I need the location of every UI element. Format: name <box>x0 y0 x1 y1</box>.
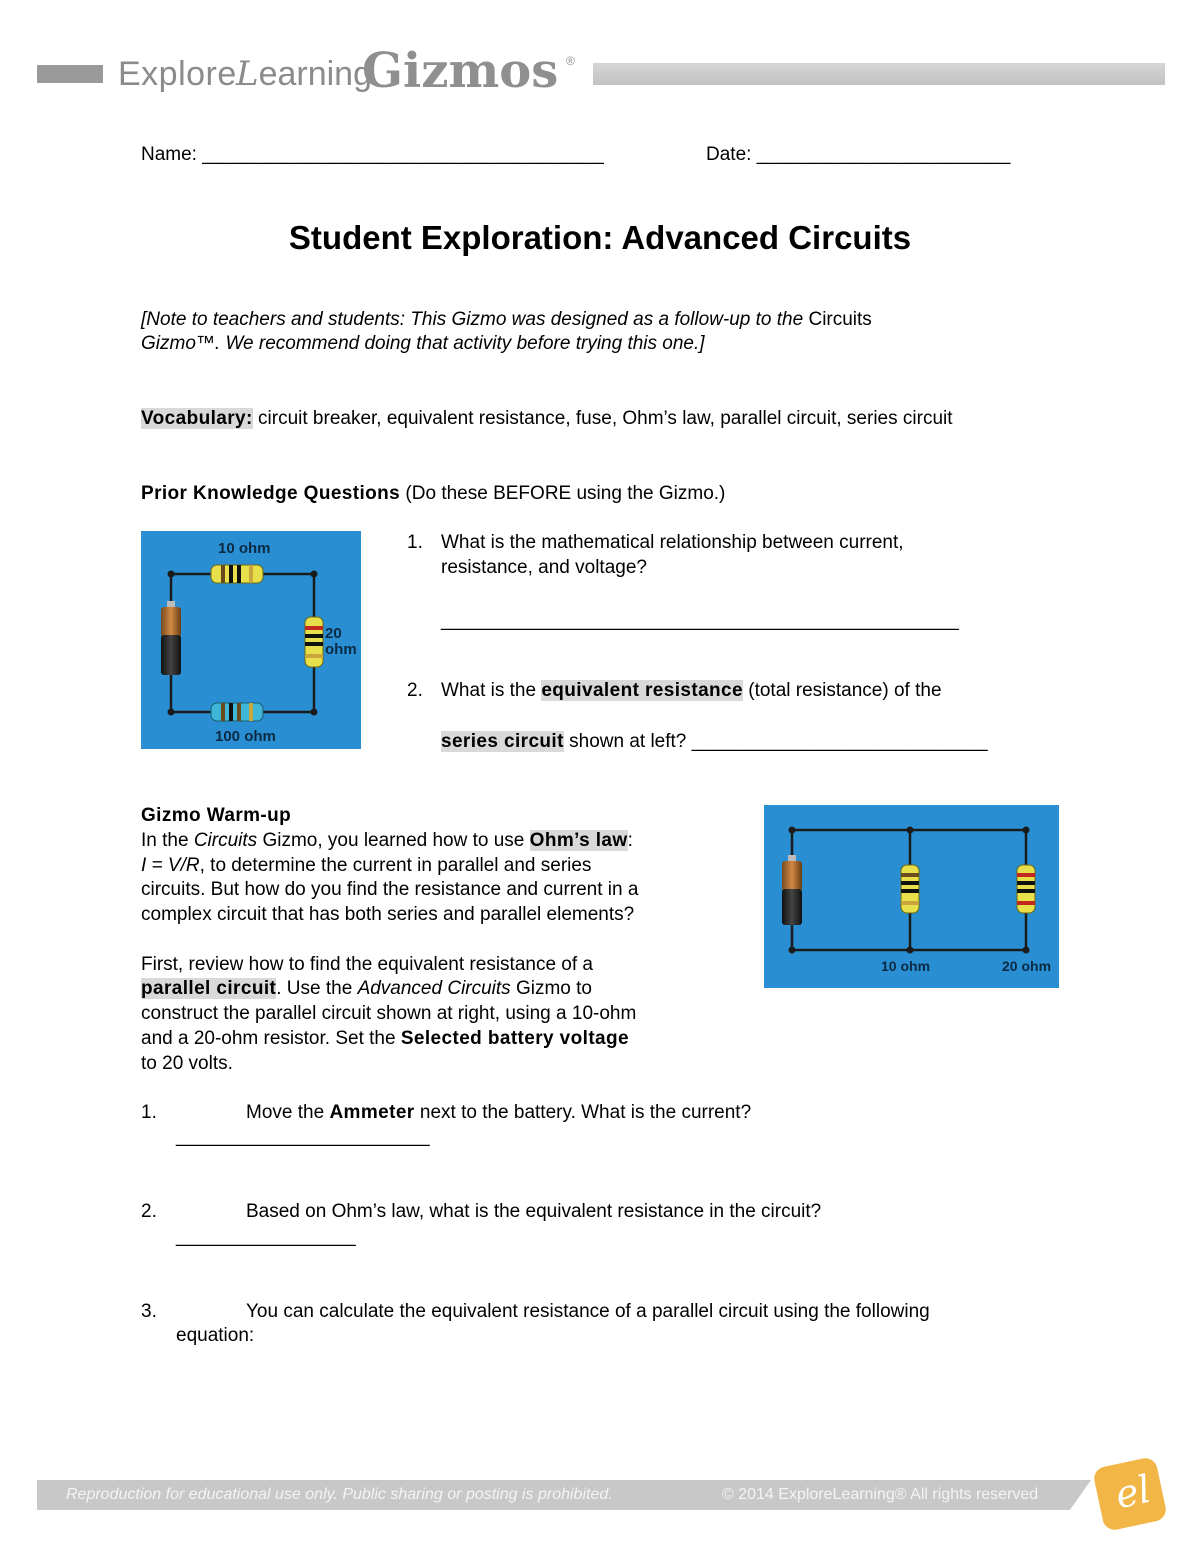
badge-text: el <box>1111 1466 1155 1518</box>
prior-knowledge-heading <box>141 481 725 506</box>
warmup-p1-circuits: Circuits <box>193 830 258 851</box>
warmup-p2-line-3: construct the parallel circuit shown at right, using a 10-ohm <box>141 1003 637 1024</box>
resistor-100-ohm-icon <box>211 703 263 721</box>
term-selected-battery-voltage: Selected battery voltage <box>400 1028 629 1049</box>
date-label: Date: <box>706 144 752 165</box>
page-title: Student Exploration: Advanced Circuits <box>288 219 912 256</box>
warmup-q1-a: Move the <box>246 1102 330 1123</box>
warmup-q1-text <box>246 1100 751 1125</box>
note-line-2: Gizmo™. We recommend doing that activity before trying this one.] <box>141 333 705 354</box>
label-20: 20 <box>325 625 342 642</box>
label-100-ohm: 100 ohm <box>215 728 276 745</box>
warmup-p1-line-4: complex circuit that has both series and parallel elements? <box>141 904 635 925</box>
warmup-p1-line-2 <box>141 853 591 878</box>
battery-icon <box>161 601 181 675</box>
prior-q2-pre: What is the <box>441 680 542 701</box>
warmup-q1-number: 1. <box>141 1102 157 1123</box>
prior-q2-line-1 <box>441 678 942 703</box>
battery-icon <box>782 855 802 925</box>
vocabulary-line <box>141 406 953 431</box>
warmup-p1-line-3: circuits. But how do you find the resistance and current in a <box>141 879 639 900</box>
resistor-20-ohm-icon <box>1017 865 1035 913</box>
warmup-p2-a: . Use the <box>276 978 358 999</box>
prior-q1-line-1: What is the mathematical relationship between current, <box>441 532 904 553</box>
warmup-heading: Gizmo Warm-up <box>141 805 292 826</box>
header-bar-left <box>37 65 103 83</box>
note-line-1 <box>141 307 872 332</box>
warmup-q2-text: Based on Ohm’s law, what is the equivalent resistance in the circuit? <box>246 1201 822 1222</box>
date-field <box>706 142 1010 167</box>
prior-knowledge-subtitle: (Do these BEFORE using the Gizmo.) <box>400 483 726 504</box>
prior-q1-line-2: resistance, and voltage? <box>441 557 647 578</box>
warmup-q2-answer-line[interactable]: _________________ <box>176 1226 356 1247</box>
footer-rights: © 2014 ExploreLearning® All rights reserved <box>722 1486 1039 1503</box>
label-10-ohm-parallel: 10 ohm <box>881 958 931 974</box>
parallel-circuit-figure <box>764 805 1059 988</box>
series-circuit-figure <box>141 531 361 749</box>
resistor-20-ohm-icon <box>305 617 323 667</box>
header-bar-right <box>593 63 1165 85</box>
prior-knowledge-title: Prior Knowledge Questions <box>141 483 401 504</box>
warmup-p1-line-1 <box>141 828 633 853</box>
label-10-ohm: 10 ohm <box>218 540 271 557</box>
name-label: Name: <box>141 144 197 165</box>
footer-copyright-notice: Reproduction for educational use only. Public sharing or posting is prohibited. <box>66 1486 613 1503</box>
term-equivalent-resistance: equivalent resistance <box>541 680 743 701</box>
warmup-q3-number: 3. <box>141 1301 157 1322</box>
prior-q2-line-2 <box>441 729 988 754</box>
warmup-p1-line-2-rest: , to determine the current in parallel and series <box>199 855 592 876</box>
ohms-law-formula: I = V/R <box>141 855 200 876</box>
name-line[interactable]: ______________________________________ <box>202 144 604 165</box>
logo-learning-rest: earning <box>258 55 372 93</box>
name-field <box>141 142 604 167</box>
logo-gizmos-text: Gizmos <box>362 43 559 99</box>
note-line-1-text: [Note to teachers and students: This Gizmo was designed as a follow-up to the <box>141 309 809 330</box>
warmup-p1-c: : <box>627 830 633 851</box>
term-ohms-law: Ohm’s law <box>529 830 628 851</box>
prior-q1-number: 1. <box>407 532 423 553</box>
vocabulary-label: Vocabulary: <box>141 408 253 429</box>
date-line[interactable]: ________________________ <box>756 144 1011 165</box>
warmup-p2-advanced-circuits: Advanced Circuits <box>357 978 511 999</box>
warmup-p2-line-1: First, review how to find the equivalent resistance of a <box>141 954 594 975</box>
warmup-p1-b: Gizmo, you learned how to use <box>257 830 530 851</box>
logo-registered-mark: ® <box>566 54 575 68</box>
prior-q1-answer-line[interactable]: _________________________________________________ <box>441 610 959 631</box>
prior-q2-number: 2. <box>407 680 423 701</box>
logo-learning-text: Learning <box>236 54 372 94</box>
term-series-circuit: series circuit <box>441 731 564 752</box>
vocabulary-terms: circuit breaker, equivalent resistance, fuse, Ohm’s law, parallel circuit, series circuit <box>252 408 953 429</box>
note-circuits-word: Circuits <box>808 309 872 330</box>
label-20-ohm-parallel: 20 ohm <box>1002 958 1052 974</box>
warmup-q1-b: next to the battery. What is the current? <box>414 1102 752 1123</box>
warmup-q1-answer-line[interactable]: ________________________ <box>176 1126 430 1147</box>
warmup-p2-line-4-text: and a 20-ohm resistor. Set the <box>141 1028 401 1049</box>
warmup-q3-text-2: equation: <box>176 1325 255 1346</box>
prior-q2-post2: shown at left? <box>563 731 692 752</box>
warmup-p2-line-4 <box>141 1026 629 1051</box>
warmup-p1-a: In the <box>141 830 194 851</box>
label-ohm: ohm <box>325 641 357 658</box>
term-ammeter: Ammeter <box>329 1102 415 1123</box>
warmup-p2-line-5: to 20 volts. <box>141 1053 233 1074</box>
resistor-10-ohm-icon <box>901 865 919 913</box>
resistor-10-ohm-icon <box>211 565 263 583</box>
warmup-p2-line-2 <box>141 976 592 1001</box>
warmup-q3-text: You can calculate the equivalent resistance of a parallel circuit using the following <box>246 1301 930 1322</box>
prior-q2-post: (total resistance) of the <box>742 680 942 701</box>
prior-q2-answer-line[interactable]: ____________________________ <box>691 731 988 752</box>
warmup-q2-number: 2. <box>141 1201 157 1222</box>
warmup-p2-b: Gizmo to <box>510 978 592 999</box>
logo-explore-text: Explore <box>118 55 237 93</box>
term-parallel-circuit: parallel circuit <box>141 978 277 999</box>
